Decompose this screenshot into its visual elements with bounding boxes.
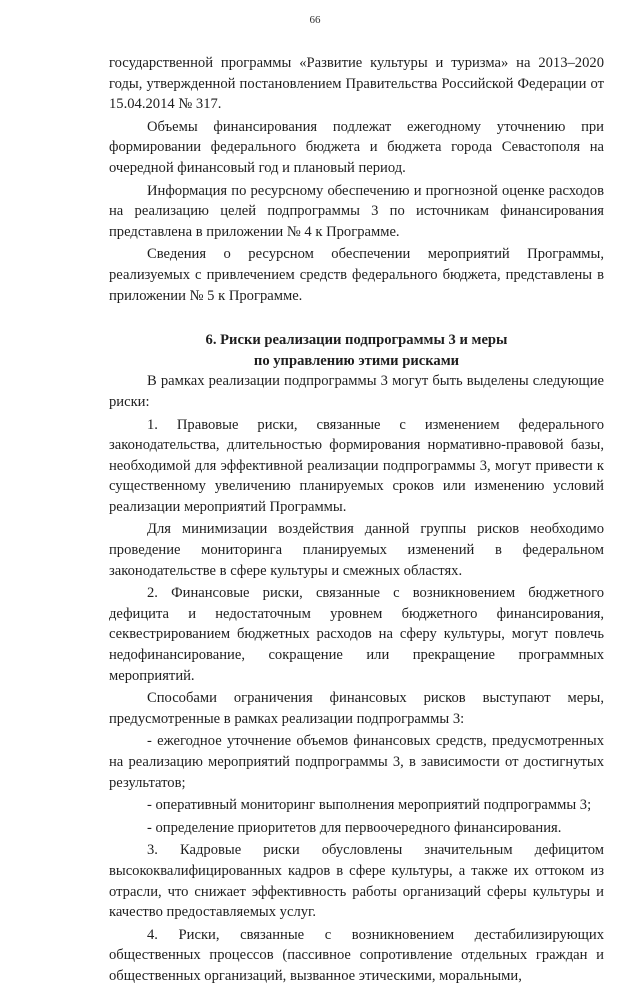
page-number: 66 [309, 14, 321, 26]
paragraph: Объемы финансирования подлежат ежегодному уточнению при формировании федерального бюджета и бюджета города Севастополя на очередной финансовый год и плановый период. [109, 118, 604, 176]
section-heading-line-2: по управлению этими рисками [253, 352, 460, 369]
list-item: - ежегодное уточнение объемов финансовых средств, предусмотренных на реализацию мероприятий подпрограммы 3, в зависимости от достигнутых результатов; [109, 733, 604, 791]
paragraph: Для минимизации воздействия данной группы рисков необходимо проведение мониторинга планируемых изменений в федеральном законодательстве в сфере культуры и смежных областях. [109, 521, 604, 579]
paragraph: Способами ограничения финансовых рисков выступают меры, предусмотренные в рамках реализации подпрограммы 3: [109, 690, 604, 727]
list-item: - определение приоритетов для первоочередного финансирования. [147, 819, 562, 836]
paragraph: 1. Правовые риски, связанные с изменением федерального законодательства, длительностью формирования нормативно-правовой базы, необходимой для эффективной реализации подпрограммы 3, могут привести к существенному увеличению планируемых сроков или изменению условий реализации мероприятий Программы. [109, 416, 604, 515]
list-item: - оперативный мониторинг выполнения мероприятий подпрограммы 3; [147, 797, 592, 814]
paragraph: Сведения о ресурсном обеспечении мероприятий Программы, реализуемых с привлечением средств федерального бюджета, представлены в приложении № 5 к Программе. [109, 246, 604, 304]
section-heading [109, 330, 604, 371]
paragraph: 4. Риски, связанные с возникновением дестабилизирующих общественных процессов (пассивное сопротивление отдельных граждан и общественных организаций, вызванное этическими, моральными, [109, 926, 604, 984]
document-body [109, 53, 604, 989]
paragraph: 2. Финансовые риски, связанные с возникновением бюджетного дефицита и недостаточным уровнем бюджетного финансирования, секвестрированием бюджетных расходов на сферу культуры, могут повлечь недофинансирование, сокращение или прекращение программных мероприятий. [109, 585, 604, 684]
paragraph: В рамках реализации подпрограммы 3 могут быть выделены следующие риски: [109, 373, 604, 410]
paragraph: 3. Кадровые риски обусловлены значительным дефицитом высококвалифицированных кадров в сфере культуры, а также их оттоком из отрасли, что снижает эффективность работы организаций сферы культуры и качество предоставляемых услуг. [109, 842, 604, 921]
paragraph: государственной программы «Развитие культуры и туризма» на 2013–2020 годы, утвержденной постановлением Правительства Российской Федерации от 15.04.2014 № 317. [109, 55, 604, 113]
section-heading-line-1: 6. Риски реализации подпрограммы 3 и меры [205, 332, 508, 349]
paragraph: Информация по ресурсному обеспечению и прогнозной оценке расходов на реализацию целей подпрограммы 3 по источникам финансирования представлена в приложении № 4 к Программе. [109, 182, 604, 240]
